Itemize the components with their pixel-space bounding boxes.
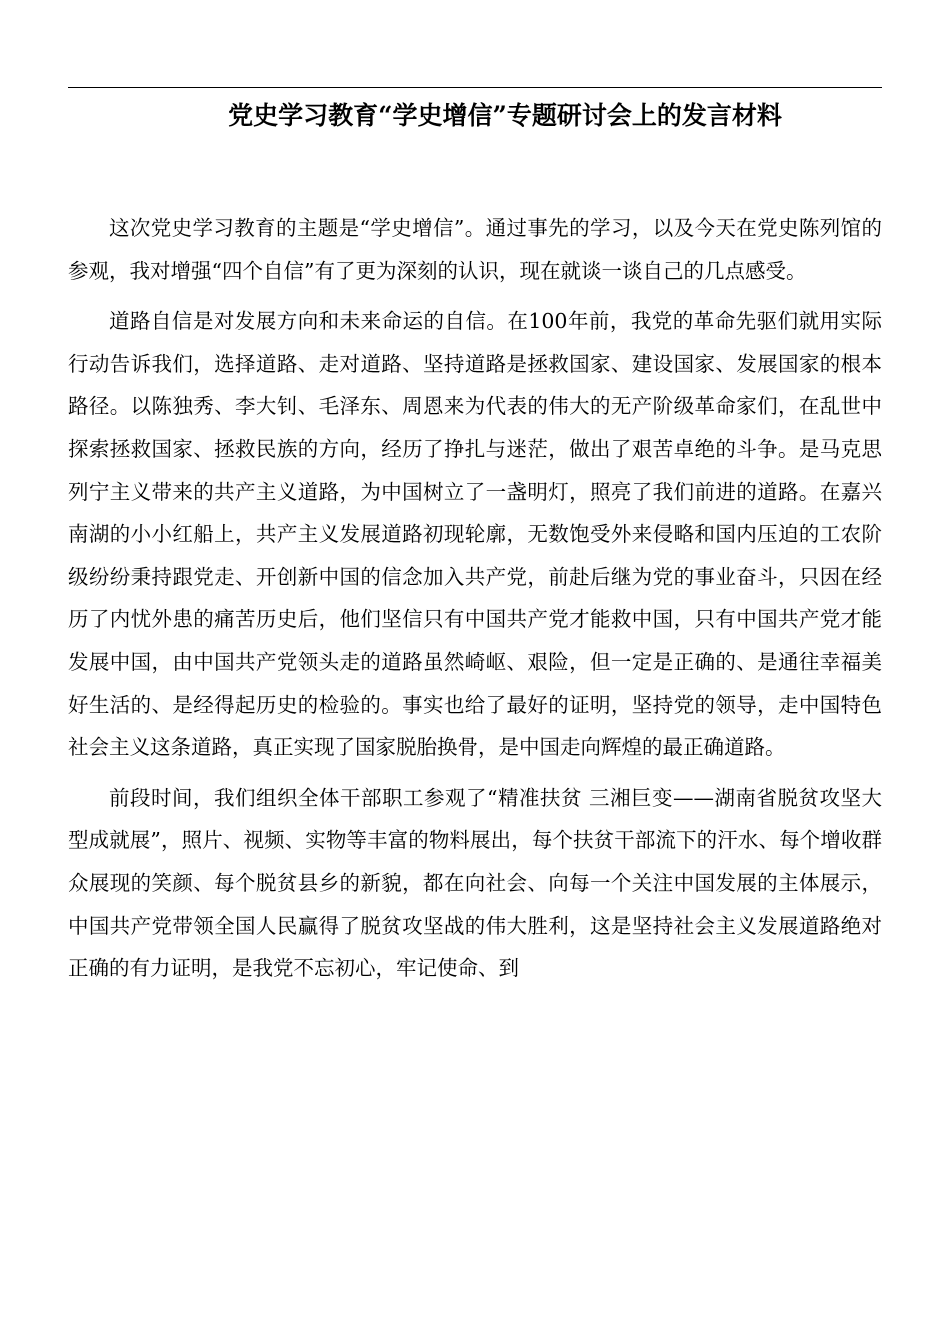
- paragraph-road-confidence: 道路自信是对发展方向和未来命运的自信。在100年前，我党的革命先驱们就用实际行动告诉我们，选择道路、走对道路、坚持道路是拯救国家、建设国家、发展国家的根本路径。以陈独秀、李大钊、毛泽东、周恩来为代表的伟大的无产阶级革命家们，在乱世中探索拯救国家、拯救民族的方向，经历了挣扎与迷茫，做出了艰苦卓绝的斗争。是马克思列宁主义带来的共产主义道路，为中国树立了一盏明灯，照亮了我们前进的道路。在嘉兴南湖的小小红船上，共产主义发展道路初现轮廓，无数饱受外来侵略和国内压迫的工农阶级纷纷秉持跟党走、开创新中国的信念加入共产党，前赴后继为党的事业奋斗，只因在经历了内忧外患的痛苦历史后，他们坚信只有中国共产党才能救中国，只有中国共产党才能发展中国，由中国共产党领头走的道路虽然崎岖、艰险，但一定是正确的、是通往幸福美好生活的、是经得起历史的检验的。事实也给了最好的证明，坚持党的领导，走中国特色社会主义这条道路，真正实现了国家脱胎换骨，是中国走向辉煌的最正确道路。: [68, 309, 882, 760]
- document-title: 党史学习教育“学史增信”专题研讨会上的发言材料: [228, 101, 782, 130]
- paragraph-poverty-exhibition: 前段时间，我们组织全体干部职工参观了“精准扶贫 三湘巨变——湖南省脱贫攻坚大型成就展”，照片、视频、实物等丰富的物料展出，每个扶贫干部流下的汗水、每个增收群众展现的笑颜、每个脱贫县乡的新貌，都在向社会、向每一个关注中国发展的主体展示，中国共产党带领全国人民赢得了脱贫攻坚战的伟大胜利，这是坚持社会主义发展道路绝对正确的有力证明，是我党不忘初心，牢记使命、到: [68, 785, 882, 981]
- header-rule: [68, 87, 882, 88]
- paragraph-intro: 这次党史学习教育的主题是“学史增信”。通过事先的学习，以及今天在党史陈列馆的参观，我对增强“四个自信”有了更为深刻的认识，现在就谈一谈自己的几点感受。: [68, 216, 882, 283]
- document-body: [68, 207, 882, 998]
